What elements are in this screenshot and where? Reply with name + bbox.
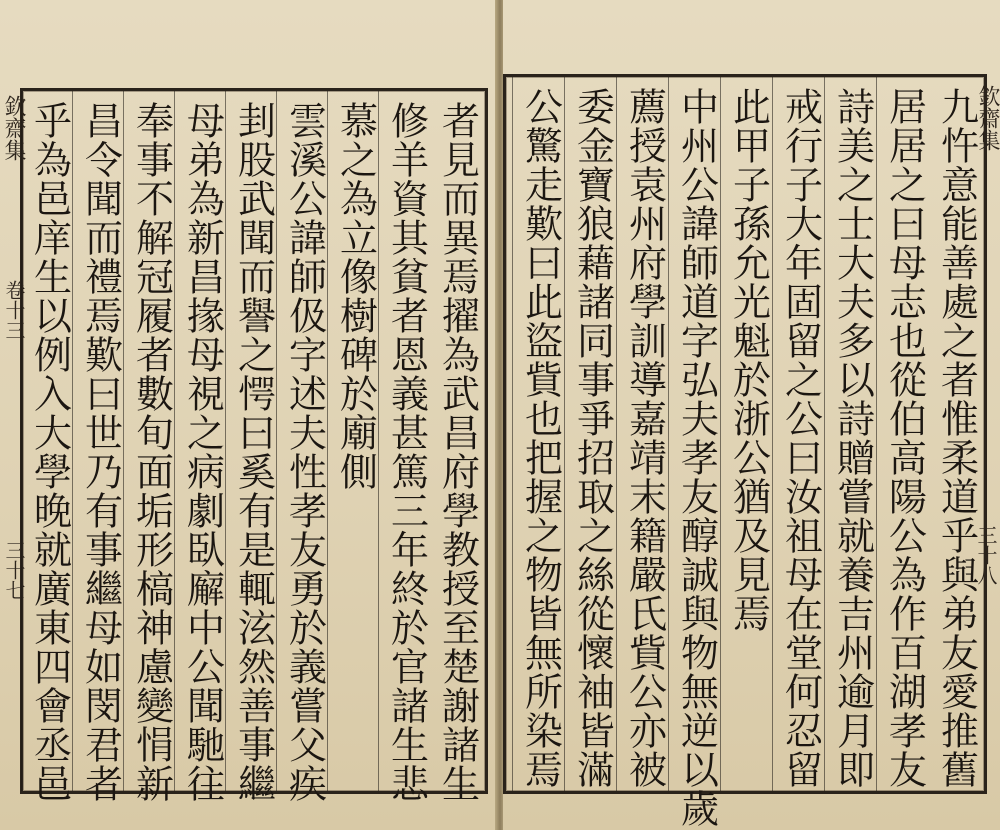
left-page [0,0,497,830]
text-column [174,91,230,803]
column-text: 薦授袁州府學訓導嘉靖末籍嚴氏貲公亦被 [622,87,667,789]
text-column [430,91,485,803]
right-margin-folio: 三十八 [974,525,998,585]
left-margin-title: 欽齋集 [1,95,26,161]
text-column [616,77,672,791]
left-margin-juan: 卷十三 [2,280,26,340]
column-text: 母弟為新昌掾母視之病劇臥廨中公聞馳往 [180,101,225,803]
right-page [503,0,1000,830]
left-margin-folio: 三十七 [2,540,26,600]
text-column [564,77,620,791]
column-text: 乎為邑庠生以例入大學晚就廣東四會丞邑 [27,101,72,803]
text-column [225,91,281,803]
column-text: 昌令聞而禮焉歎曰世乃有事繼母如閔君者 [78,101,123,803]
right-text-frame [503,74,987,828]
column-text: 中州公諱師道字弘夫孝友醇誠與物無逆以歲 [674,87,719,828]
text-column [21,91,77,803]
text-column [720,77,776,791]
text-column [929,77,984,791]
right-margin-title: 欽齋集 [975,85,1000,151]
text-column [876,77,932,791]
column-text: 雲溪公諱師伋字述夫性孝友勇於義嘗父疾 [282,101,327,803]
column-text: 奉事不解冠履者數旬面垢形槁神慮變悁新 [129,101,174,803]
text-column [123,91,179,803]
column-text: 刲股武聞而譽之愕曰奚有是輒泫然善事繼 [231,101,276,803]
text-column [378,91,434,803]
column-text: 戒行子大年固留之公曰汝祖母在堂何忍留 [778,87,823,789]
column-text: 詩美之士大夫多以詩贈嘗就養吉州逾月即 [830,87,875,789]
text-column [72,91,128,803]
text-column [772,77,828,791]
text-column [327,91,383,791]
column-text: 此甲子孫允光魁於浙公猶及見焉 [726,87,771,633]
text-column [512,77,568,791]
text-column [668,77,724,828]
column-text: 委金寶狼藉諸同事爭招取之絲從懷袖皆滿 [570,87,615,789]
column-text: 公驚走歎曰此盜貲也把握之物皆無所染焉 [518,87,563,789]
column-text: 修羊資其貧者恩義甚篤三年終於官諸生悲 [384,101,429,803]
column-text: 慕之為立像樹碑於廟側 [333,101,378,491]
column-text: 居居之曰母志也從伯高陽公為作百湖孝友 [882,87,927,789]
column-text: 九忤意能善處之者惟柔道乎與弟友愛推舊 [934,87,979,789]
column-text: 者見而異焉擢為武昌府學教授至楚謝諸生 [435,101,480,803]
left-text-frame [20,88,488,803]
text-column [276,91,332,803]
text-column [824,77,880,791]
